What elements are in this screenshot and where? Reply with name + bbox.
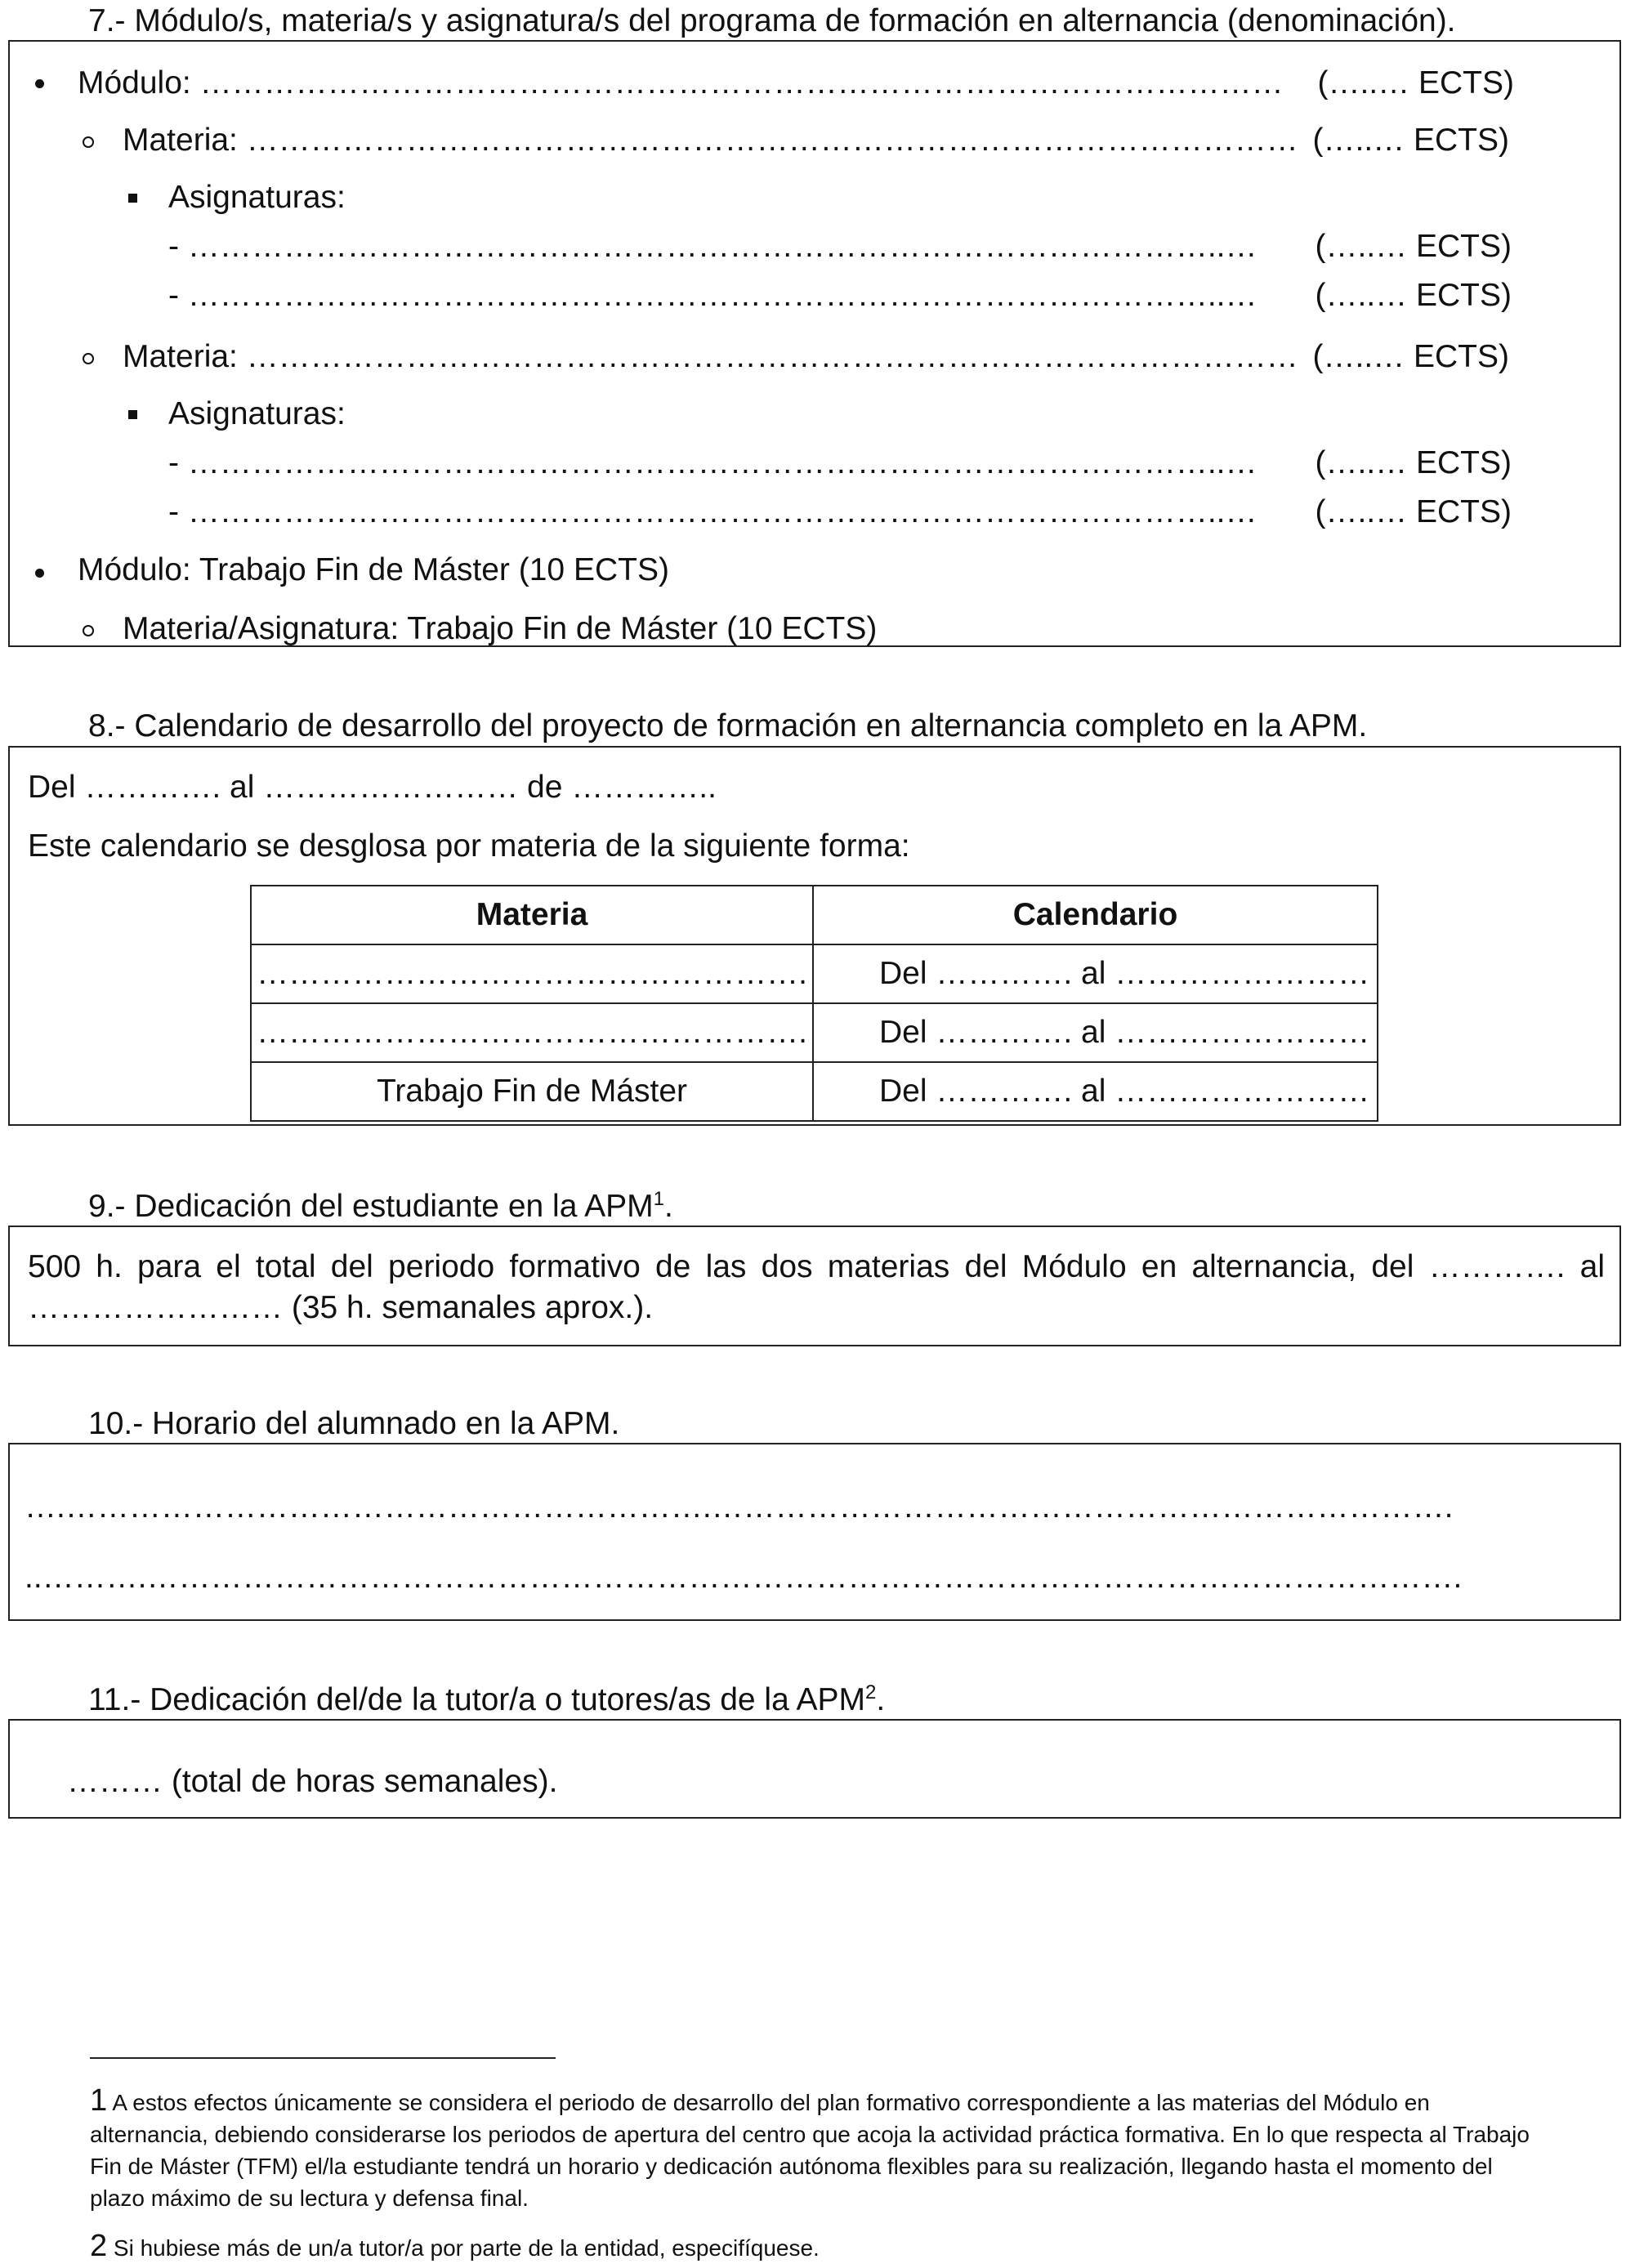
bullet-circle-icon bbox=[83, 136, 94, 148]
section-11-box bbox=[8, 1719, 1621, 1819]
tutor-hours-line: ……… (total de horas semanales). bbox=[67, 1764, 558, 1799]
footnote-1-number: 1 bbox=[90, 2083, 108, 2118]
footnote-2-number: 2 bbox=[90, 2229, 108, 2263]
table-cell: Del …………. al …………………… bbox=[813, 1003, 1378, 1062]
header-calendario: Calendario bbox=[813, 886, 1378, 944]
table-cell: Del …………. al …………………… bbox=[813, 1062, 1378, 1121]
section-8-box bbox=[8, 746, 1621, 1126]
bullet-square-icon bbox=[128, 194, 137, 203]
section-11-heading: 11.- Dedicación del/de la tutor/a o tutores/as de la APM$^2$. bbox=[88, 1681, 886, 1717]
table-cell: ……………………………………………. bbox=[251, 944, 813, 1003]
module-1-line: Módulo: ………………………………………………………………………………………… (…..… ECTS) bbox=[78, 65, 1514, 100]
calendar-table bbox=[250, 885, 1378, 1122]
bullet-dot-icon bbox=[35, 569, 44, 578]
footnote-2-text: Si hubiese más de un/a tutor/a por parte de la entidad, especifíquese. bbox=[113, 2235, 820, 2261]
section-9-box bbox=[8, 1226, 1621, 1346]
section-8-heading: 8.- Calendario de desarrollo del proyecto de formación en alternancia completo en la APM. bbox=[88, 708, 1368, 743]
asignaturas-2-label: Asignaturas: bbox=[168, 396, 346, 431]
table-row bbox=[251, 1003, 1378, 1062]
asignatura-2-2-line: - ……………………………………………………………………………………..… (…..… ECTS) bbox=[168, 494, 1512, 529]
bullet-circle-icon bbox=[83, 625, 94, 636]
asignaturas-1-label: Asignaturas: bbox=[168, 180, 346, 215]
asignatura-2-2-ects: (…..… ECTS) bbox=[1315, 494, 1512, 529]
module-2-line: Módulo: Trabajo Fin de Máster (10 ECTS) bbox=[78, 552, 669, 587]
section-10-box bbox=[8, 1443, 1621, 1621]
materia-3-line: Materia/Asignatura: Trabajo Fin de Máster (10 ECTS) bbox=[123, 611, 878, 646]
materia-1-ects: (…..… ECTS) bbox=[1312, 123, 1509, 158]
table-cell: Trabajo Fin de Máster bbox=[251, 1062, 813, 1121]
dedicacion-line-2: …………………… (35 h. semanales aprox.). bbox=[28, 1290, 654, 1325]
calendar-range-line: Del …………. al …………………… de ………….. bbox=[28, 770, 717, 805]
table-cell: ……………………………………………. bbox=[251, 1003, 813, 1062]
section-7-heading: 7.- Módulo/s, materia/s y asignatura/s del programa de formación en alternancia (denominación). bbox=[88, 3, 1456, 38]
materia-2-ects: (…..… ECTS) bbox=[1312, 339, 1509, 374]
asignatura-1-2-ects: (…..… ECTS) bbox=[1315, 278, 1512, 313]
footnote-ref-1[interactable]: 1 bbox=[653, 1188, 664, 1210]
section-9-heading: 9.- Dedicación del estudiante en la APM$^1$. bbox=[88, 1188, 673, 1224]
calendar-intro: Este calendario se desglosa por materia de la siguiente forma: bbox=[28, 828, 910, 864]
asignatura-2-1-line: - ……………………………………………………………………………………..… (…..… ECTS) bbox=[168, 445, 1512, 480]
asignatura-2-1-ects: (…..… ECTS) bbox=[1315, 445, 1512, 480]
header-materia: Materia bbox=[251, 886, 813, 944]
horario-line-2: ..……….……………………………………………………………………………………………………………. bbox=[25, 1560, 1463, 1595]
table-row bbox=[251, 944, 1378, 1003]
table-header-row bbox=[251, 886, 1378, 944]
section-7-box bbox=[8, 40, 1621, 647]
asignatura-1-1-ects: (…..… ECTS) bbox=[1315, 229, 1512, 264]
section-10-heading: 10.- Horario del alumnado en la APM. bbox=[88, 1406, 620, 1441]
table-cell: Del …………. al …………………… bbox=[813, 944, 1378, 1003]
bullet-circle-icon bbox=[83, 353, 94, 364]
horario-line-1: ….…………………………………………………….……………………………………………………………. bbox=[25, 1489, 1454, 1525]
module-1-ects: (…..… ECTS) bbox=[1317, 65, 1514, 100]
materia-1-line: Materia: ……………………………………………………………………………………… (…..… ECTS) bbox=[123, 123, 1509, 158]
footnote-ref-2[interactable]: 2 bbox=[865, 1681, 877, 1703]
footnote-2 bbox=[90, 2230, 1544, 2264]
dedicacion-line-1: 500 h. para el total del periodo formativo de las dos materias del Módulo en alternancia, del …………. al bbox=[28, 1249, 1605, 1284]
footnote-1-text: A estos efectos únicamente se considera el periodo de desarrollo del plan formativo correspondiente a las materias del Módulo en alternancia, debiendo considerarse los periodos de apertura del centro que acoja la actividad práctica formativa. En lo que respecta al Trabajo Fin de Máster (TFM) el/la estudiante tendrá un horario y dedicación autónoma flexibles para su realización, llegando hasta el momento del plazo máximo de su lectura y defensa final. bbox=[90, 2090, 1530, 2211]
footnote-1 bbox=[90, 2085, 1544, 2214]
bullet-dot-icon bbox=[35, 79, 44, 88]
footnote-separator bbox=[90, 2057, 556, 2059]
asignatura-1-1-line: - ……………………………………………………………………………………..… (…..… ECTS) bbox=[168, 229, 1512, 264]
asignatura-1-2-line: - ……………………………………………………………………………………..… (…..… ECTS) bbox=[168, 278, 1512, 313]
table-row bbox=[251, 1062, 1378, 1121]
bullet-square-icon bbox=[128, 410, 137, 419]
materia-2-line: Materia: ……………………………………………………………………………………… (…..… ECTS) bbox=[123, 339, 1509, 374]
